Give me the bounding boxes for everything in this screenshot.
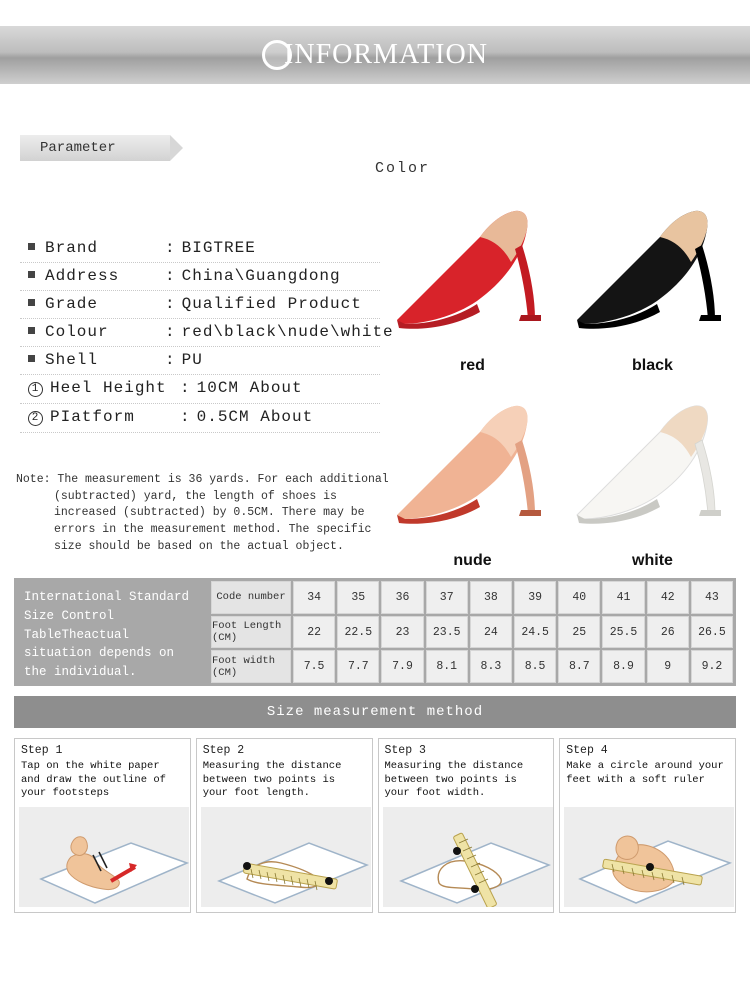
parameter-value: 0.5CM About <box>196 408 314 426</box>
shoe-variant-black[interactable] <box>565 185 740 375</box>
row-header: Foot Length (CM) <box>211 616 291 649</box>
parameter-row <box>20 263 380 291</box>
step-text: Measuring the distance between two points is your foot width. <box>384 760 524 800</box>
square-bullet-icon <box>28 299 35 306</box>
shoe-color-label: nude <box>453 552 492 569</box>
shoe-color-label: red <box>460 357 485 374</box>
step-label: Step 4 <box>566 744 608 757</box>
shoe-variant-red[interactable] <box>385 185 560 375</box>
table-cell: 41 <box>602 581 644 614</box>
shoe-color-label: black <box>632 357 673 374</box>
parameter-label: Grade <box>45 295 99 313</box>
note-text <box>16 472 396 555</box>
footer-spacer <box>0 962 750 984</box>
shoe-variant-white[interactable] <box>565 380 740 570</box>
parameter-row <box>20 404 380 433</box>
page-title: INFORMATION <box>284 39 488 70</box>
parameter-colon: : <box>180 379 191 397</box>
high-heel-shoe-icon <box>565 380 740 535</box>
table-cell: 7.5 <box>293 650 335 683</box>
table-cell: 8.7 <box>558 650 600 683</box>
table-row <box>210 649 734 684</box>
foot-width-ruler-icon <box>383 807 553 907</box>
parameter-label: PIatform <box>50 408 135 426</box>
measurement-step-2 <box>196 738 373 913</box>
table-cell: 8.3 <box>470 650 512 683</box>
size-chart-grid <box>210 578 736 686</box>
shoe-color-label: white <box>632 552 673 569</box>
parameter-list <box>20 235 394 433</box>
high-heel-shoe-icon <box>385 185 560 340</box>
table-cell: 35 <box>337 581 379 614</box>
table-cell: 40 <box>558 581 600 614</box>
parameter-label: Heel Height <box>50 379 167 397</box>
step-text: Measuring the distance between two points is your foot length. <box>202 760 342 800</box>
color-section-heading: Color <box>375 160 431 177</box>
parameter-colon: : <box>165 323 176 341</box>
step-label: Step 1 <box>21 744 63 757</box>
parameter-row <box>20 235 380 263</box>
table-cell: 23.5 <box>426 616 468 649</box>
step-text: Make a circle around your feet with a soft ruler <box>566 760 724 786</box>
measurement-note <box>16 472 396 555</box>
parameter-row <box>20 291 380 319</box>
parameter-value: China\Guangdong <box>181 267 341 285</box>
table-cell: 38 <box>470 581 512 614</box>
measurement-step-4 <box>559 738 736 913</box>
table-cell: 9 <box>647 650 689 683</box>
table-cell: 25.5 <box>602 616 644 649</box>
table-cell: 8.9 <box>602 650 644 683</box>
parameter-value: PU <box>181 351 203 369</box>
table-cell: 8.5 <box>514 650 556 683</box>
parameter-label: Address <box>45 267 120 285</box>
parameter-tab <box>20 135 170 161</box>
parameter-row <box>20 319 394 347</box>
table-cell: 42 <box>647 581 689 614</box>
parameter-value: BIGTREE <box>181 239 256 257</box>
row-header: Code number <box>211 581 291 614</box>
table-row <box>210 580 734 615</box>
note-body: The measurement is 36 yards. For each additional (subtracted) yard, the length of shoes is increased (subtracted) by 0.5CM. There may be errors in the measurement method. The specific size should be based on the actual object. <box>54 473 389 553</box>
table-row <box>210 615 734 650</box>
table-cell: 7.7 <box>337 650 379 683</box>
note-prefix: Note: <box>16 473 51 486</box>
table-cell: 23 <box>381 616 423 649</box>
high-heel-shoe-icon <box>565 185 740 340</box>
measurement-step-3 <box>378 738 555 913</box>
table-cell: 25 <box>558 616 600 649</box>
banner-inner <box>262 39 488 71</box>
parameter-value: 10CM About <box>196 379 303 397</box>
size-chart-description: International Standard Size Control TableTheactual situation depends on the individual. <box>24 590 190 679</box>
color-variants <box>385 185 735 570</box>
step-label: Step 3 <box>384 744 426 757</box>
row-header: Foot width (CM) <box>211 650 291 683</box>
parameter-colon: : <box>165 267 176 285</box>
page-banner <box>0 26 750 84</box>
table-cell: 39 <box>514 581 556 614</box>
shoe-variant-nude[interactable] <box>385 380 560 570</box>
step-text: Tap on the white paper and draw the outline of your footsteps <box>21 760 166 800</box>
table-cell: 26 <box>647 616 689 649</box>
table-cell: 24.5 <box>514 616 556 649</box>
parameter-label: Brand <box>45 239 99 257</box>
foot-outline-icon <box>19 807 189 907</box>
parameter-row <box>20 375 380 404</box>
foot-length-ruler-icon <box>201 807 371 907</box>
table-cell: 7.9 <box>381 650 423 683</box>
table-cell: 43 <box>691 581 733 614</box>
parameter-label: Shell <box>45 351 99 369</box>
table-cell: 8.1 <box>426 650 468 683</box>
table-cell: 24 <box>470 616 512 649</box>
parameter-colon: : <box>180 408 191 426</box>
parameter-tab-label: Parameter <box>40 140 116 156</box>
numbered-bullet-icon: 1 <box>28 382 43 397</box>
table-cell: 9.2 <box>691 650 733 683</box>
table-cell: 22.5 <box>337 616 379 649</box>
parameter-label: Colour <box>45 323 109 341</box>
parameter-colon: : <box>165 351 176 369</box>
table-cell: 26.5 <box>691 616 733 649</box>
high-heel-shoe-icon <box>385 380 560 535</box>
table-cell: 34 <box>293 581 335 614</box>
measurement-steps <box>14 738 736 913</box>
table-cell: 37 <box>426 581 468 614</box>
parameter-value: Qualified Product <box>181 295 362 313</box>
square-bullet-icon <box>28 271 35 278</box>
step-label: Step 2 <box>202 744 245 757</box>
parameter-value: red\black\nude\white <box>181 323 394 341</box>
square-bullet-icon <box>28 243 35 250</box>
numbered-bullet-icon: 2 <box>28 411 43 426</box>
measurement-step-1 <box>14 738 191 913</box>
square-bullet-icon <box>28 327 35 334</box>
table-cell: 22 <box>293 616 335 649</box>
parameter-colon: : <box>165 239 176 257</box>
soft-ruler-icon <box>564 807 734 907</box>
parameter-colon: : <box>165 295 176 313</box>
parameter-row <box>20 347 380 375</box>
square-bullet-icon <box>28 355 35 362</box>
measurement-section-title: Size measurement method <box>14 696 736 728</box>
size-chart <box>14 578 736 686</box>
table-cell: 36 <box>381 581 423 614</box>
